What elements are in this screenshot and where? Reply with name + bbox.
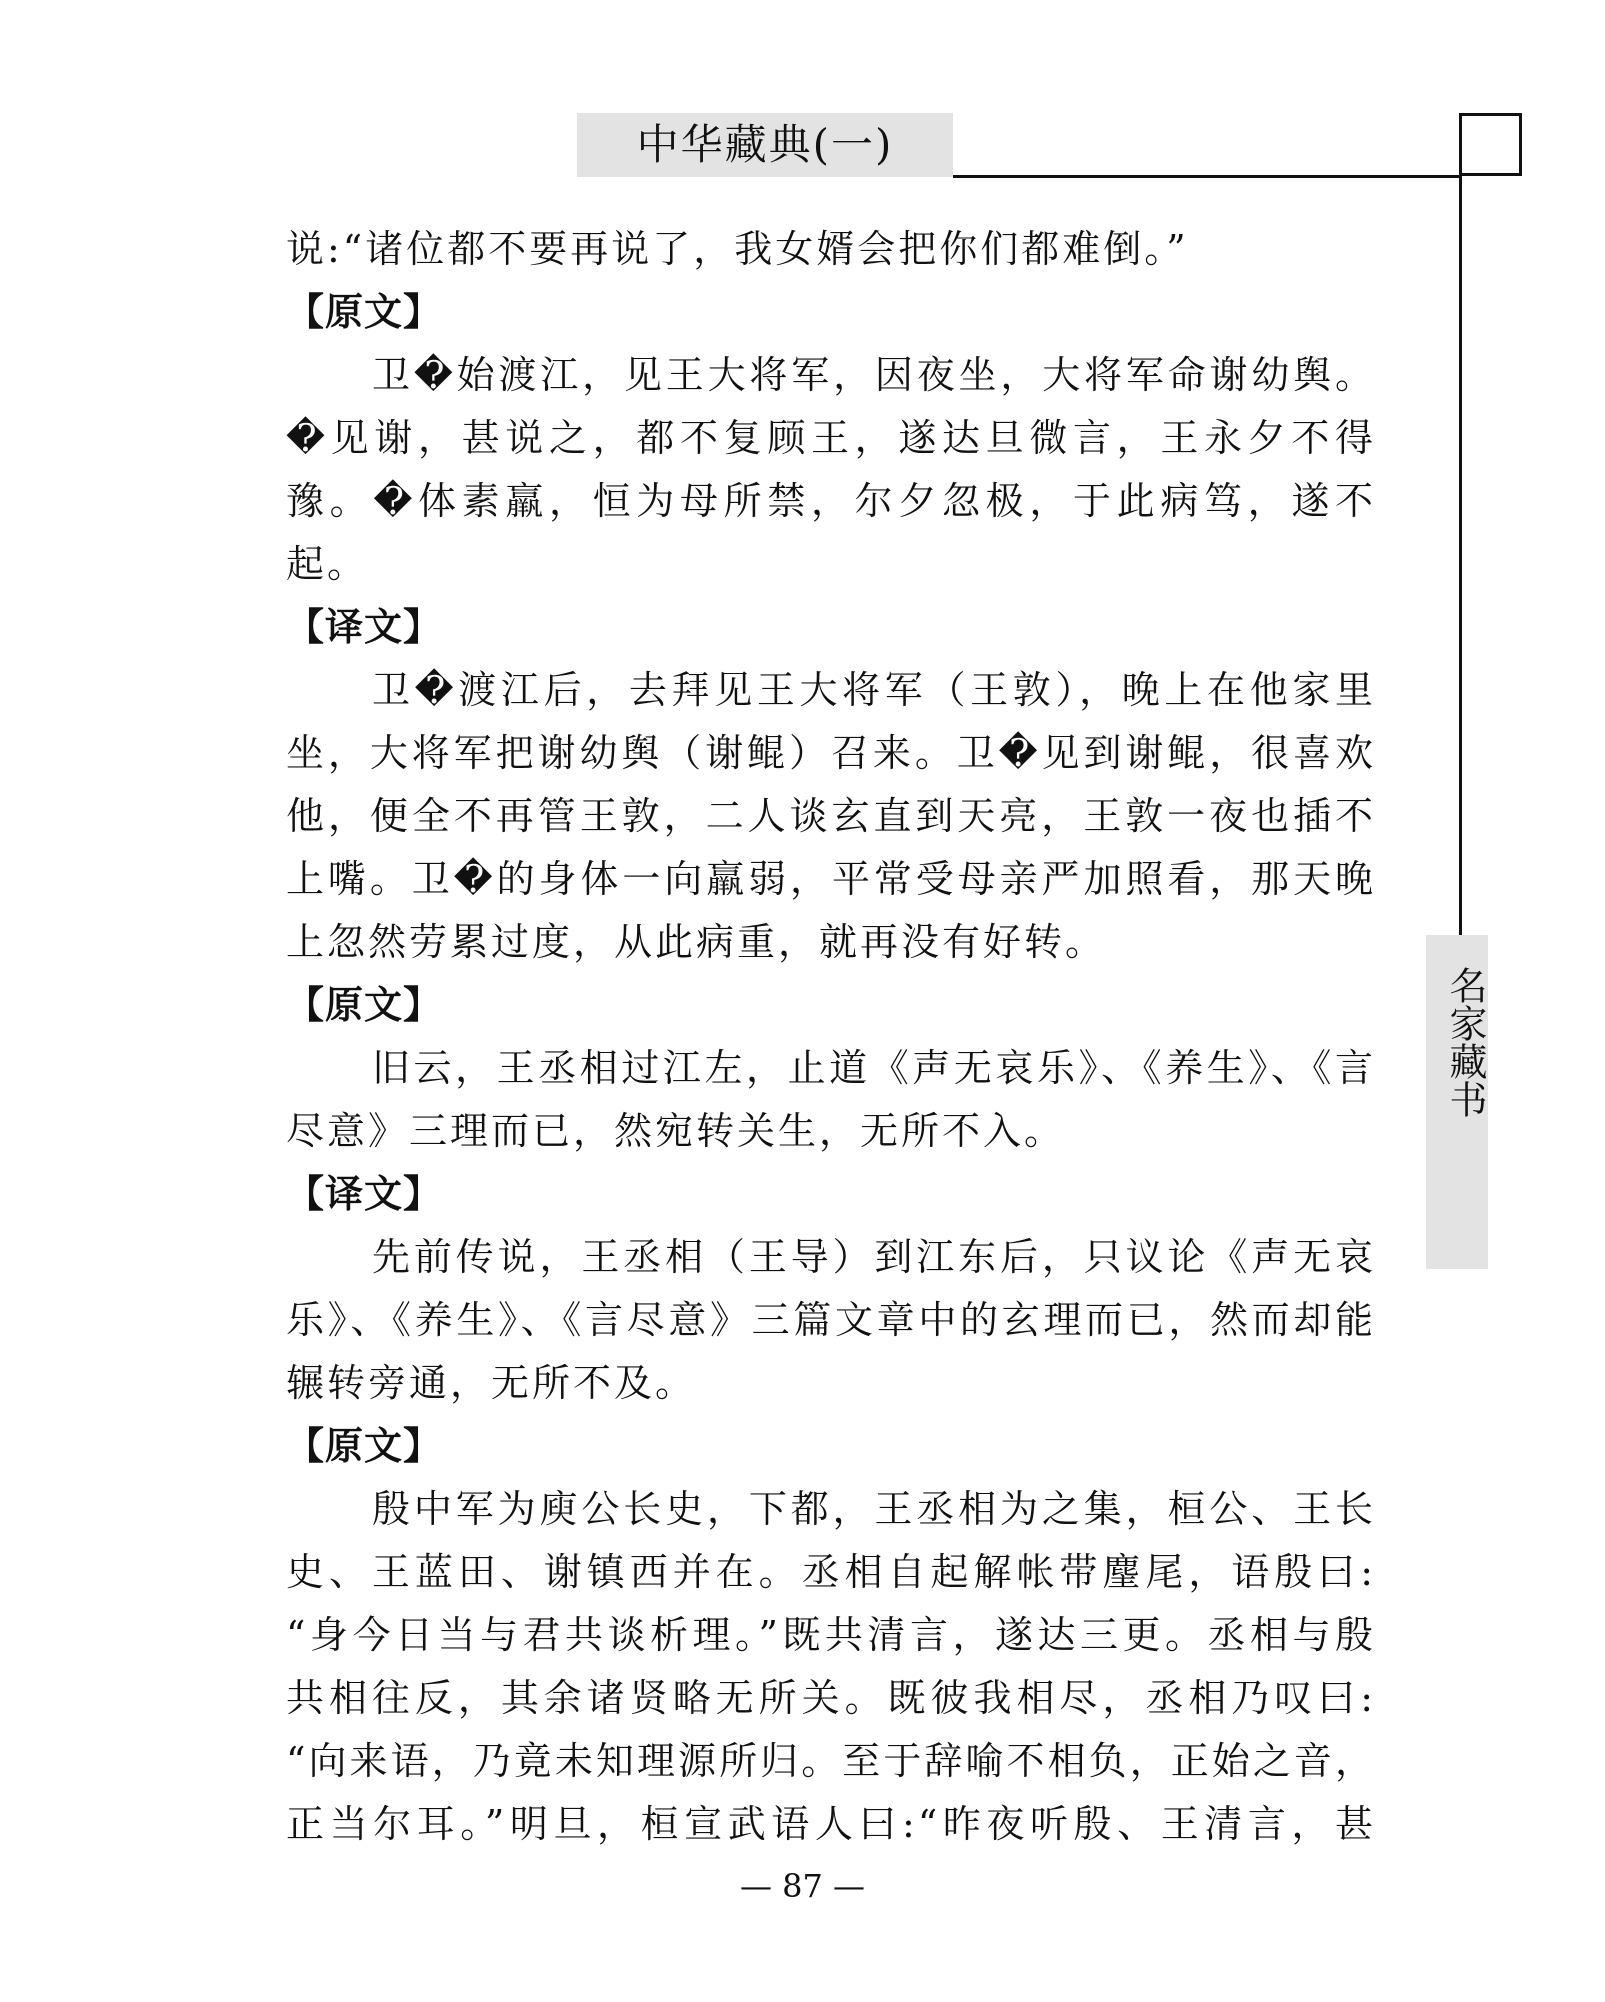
text-line: 共相往反，其余诸贤略无所关。既彼我相尽，丞相乃叹曰: — [286, 1676, 1376, 1720]
side-rule — [1459, 113, 1462, 935]
text-line: 旧云，王丞相过江左，止道《声无哀乐》、《养生》、《言 — [372, 1046, 1376, 1090]
book-title: 中华藏典(一) — [636, 120, 894, 169]
text-line: 卫�始渡江，见王大将军，因夜坐，大将军命谢幼舆。 — [372, 353, 1376, 397]
text-line: 乐》、《养生》、《言尽意》三篇文章中的玄理而已，然而却能 — [286, 1298, 1376, 1342]
text-line: “向来语，乃竟未知理源所归。至于辞喻不相负，正始之音， — [286, 1739, 1376, 1783]
text-line: 坐，大将军把谢幼舆（谢鲲）召来。卫�见到谢鲲，很喜欢 — [286, 731, 1376, 775]
text-line: 上嘴。卫�的身体一向羸弱，平常受母亲严加照看，那天晚 — [286, 857, 1376, 901]
page-body — [286, 218, 1376, 1856]
text-line: 卫�渡江后，去拜见王大将军（王敦），晚上在他家里 — [372, 668, 1376, 712]
text-line: 说:“诸位都不要再说了，我女婿会把你们都难倒。” — [286, 227, 1189, 271]
section-heading: 【译文】 — [286, 1172, 443, 1216]
text-line: 起。 — [286, 542, 369, 586]
corner-box — [1459, 113, 1522, 176]
page-number: — 87 — — [739, 1867, 866, 1905]
text-line: 正当尔耳。”明旦，桓宣武语人曰:“昨夜听殷、王清言，甚 — [286, 1802, 1376, 1846]
text-line: 他，便全不再管王敦，二人谈玄直到天亮，王敦一夜也插不 — [286, 794, 1376, 838]
text-line: 上忽然劳累过度，从此病重，就再没有好转。 — [286, 920, 1107, 964]
text-line: 豫。�体素羸，恒为母所禁，尔夕忽极，于此病笃，遂不 — [286, 479, 1376, 523]
text-line: �见谢，甚说之，都不复顾王，遂达旦微言，王永夕不得 — [286, 416, 1376, 460]
section-heading: 【原文】 — [286, 1424, 443, 1468]
text-line: 先前传说，王丞相（王导）到江东后，只议论《声无哀 — [372, 1235, 1376, 1279]
text-line: “身今日当与君共谈析理。”既共清言，遂达三更。丞相与殷 — [286, 1613, 1376, 1657]
text-line: 殷中军为庾公长史，下都，王丞相为之集，桓公、王长 — [372, 1487, 1376, 1531]
text-line: 辗转旁通，无所不及。 — [286, 1361, 697, 1405]
side-tab-label: 名家藏书 — [1443, 966, 1487, 1118]
section-heading: 【原文】 — [286, 290, 443, 334]
text-line: 尽意》三理而已，然宛转关生，无所不入。 — [286, 1109, 1066, 1153]
header-rule — [953, 175, 1462, 178]
section-heading: 【译文】 — [286, 605, 443, 649]
section-heading: 【原文】 — [286, 983, 443, 1027]
text-line: 史、王蓝田、谢镇西并在。丞相自起解帐带麈尾，语殷曰: — [286, 1550, 1376, 1594]
